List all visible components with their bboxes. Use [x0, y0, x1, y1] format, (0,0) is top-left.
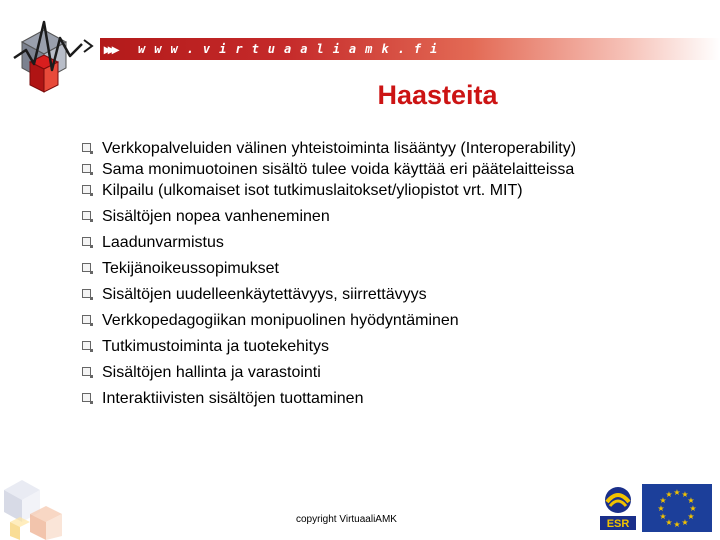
list-item: Sisältöjen nopea vanheneminen — [82, 206, 642, 227]
checkbox-bullet-icon — [82, 237, 91, 246]
svg-text:★: ★ — [687, 512, 695, 521]
list-item: Verkkopalveluiden välinen yhteistoiminta lisääntyy (Interoperability) — [82, 138, 642, 159]
esr-label: ESR — [606, 518, 630, 530]
checkbox-bullet-icon — [82, 315, 91, 324]
bullet-list — [82, 138, 642, 414]
svg-text:★: ★ — [687, 496, 695, 505]
list-item: Sama monimuotoinen sisältö tulee voida käyttää eri päätelaitteissa — [82, 159, 642, 180]
checkbox-bullet-icon — [82, 164, 91, 173]
website-url: www.virtuaaliamk.fi — [138, 42, 447, 56]
checkbox-bullet-icon — [82, 263, 91, 272]
list-item: Kilpailu (ulkomaiset isot tutkimuslaitokset/yliopistot vrt. MIT) — [82, 180, 642, 201]
decorative-cubes — [0, 470, 90, 540]
list-item: Laadunvarmistus — [82, 232, 642, 253]
svg-text:★: ★ — [665, 490, 673, 499]
svg-text:★: ★ — [665, 518, 673, 527]
svg-text:★: ★ — [659, 496, 667, 505]
svg-text:★: ★ — [689, 504, 697, 513]
header-chevrons: ▸▸▸ — [104, 41, 117, 57]
list-item: Interaktiivisten sisältöjen tuottaminen — [82, 388, 642, 409]
slide-title: Haasteita — [377, 80, 498, 110]
eu-flag — [642, 484, 712, 532]
checkbox-bullet-icon — [82, 341, 91, 350]
checkbox-bullet-icon — [82, 289, 91, 298]
svg-text:★: ★ — [657, 504, 665, 513]
svg-text:★: ★ — [659, 512, 667, 521]
checkbox-bullet-icon — [82, 211, 91, 220]
svg-text:★: ★ — [673, 488, 681, 497]
list-item: Sisältöjen hallinta ja varastointi — [82, 362, 642, 383]
svg-text:★: ★ — [681, 490, 689, 499]
esr-logo — [598, 484, 638, 532]
svg-text:★: ★ — [673, 520, 681, 529]
checkbox-bullet-icon — [82, 367, 91, 376]
list-item: Tutkimustoiminta ja tuotekehitys — [82, 336, 642, 357]
list-item: Sisältöjen uudelleenkäytettävyys, siirrettävyys — [82, 284, 642, 305]
checkbox-bullet-icon — [82, 185, 91, 194]
list-item: Tekijänoikeussopimukset — [82, 258, 642, 279]
copyright-text: copyright VirtuaaliAMK — [296, 514, 397, 525]
checkbox-bullet-icon — [82, 143, 91, 152]
list-item: Verkkopedagogiikan monipuolinen hyödyntäminen — [82, 310, 642, 331]
svg-text:★: ★ — [681, 518, 689, 527]
checkbox-bullet-icon — [82, 393, 91, 402]
